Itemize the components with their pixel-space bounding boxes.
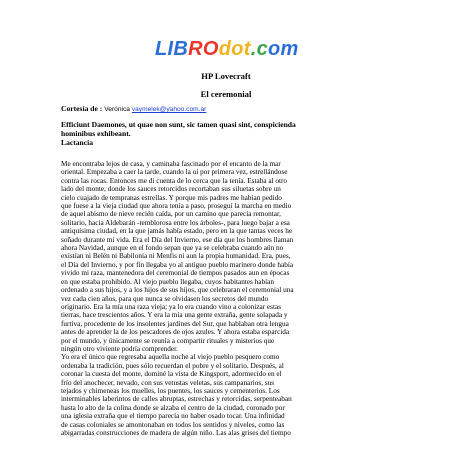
body-line: abigarradas construcciones de madera de algún niño. Las alas grises del tiempo — [61, 429, 291, 437]
courtesy-line — [61, 104, 206, 115]
body-line: furtiva, procedente de los insolentes jardines del Sur, que hablaban otra lengua — [61, 319, 289, 328]
body-line: ordenado a sus hijos, y a los hijos de sus hijos, que celebraran el ceremonial una — [61, 286, 294, 295]
body-line: contra las rocas. Entonces me di cuenta de lo cerca que la tenía. Estaba al otro — [61, 176, 288, 185]
body-line: ordenaba la tradición, pues sólo recuerdan el pobre y el solitario. Después, al — [61, 361, 284, 370]
body-line: frío del anochecer, nevado, con sus vetustas veletas, sus campanarios, sus — [61, 378, 275, 387]
body-line: el Día del Invierno, y por fin llegaba yo al antiguo pueblo marinero donde había — [61, 260, 294, 269]
body-line: ningún otro viviente podría comprender. — [61, 344, 178, 353]
body-text — [61, 160, 396, 437]
courtesy-email-link[interactable]: vaymelek@yahoo.com.ar — [131, 106, 207, 113]
logo-part: RO — [188, 38, 219, 60]
librodot-logo — [155, 38, 297, 60]
author-name: HP Lovecraft — [201, 71, 251, 81]
body-line: lado del monte, donde los sauces retorcidos recortaban sus siluetas sobre un — [61, 185, 281, 194]
logo-part: .c — [250, 38, 269, 60]
document-title: El ceremonial — [200, 89, 252, 99]
body-line: cielo cuajado de tempranas estrellas. Y porque mis padres me habían pedido — [61, 193, 282, 202]
epigraph-line: Efficiunt Daemones, ut quae non sunt, sic tamen quasi sint, conspicienda — [61, 120, 296, 129]
body-line: que fuese a la vieja ciudad que ahora tenía a paso, proseguí la marcha en medio — [61, 202, 292, 211]
body-line: vivido mi raza, mantenedora del ceremonial de tiempos pasados aun en épocas — [61, 269, 290, 278]
epigraph — [61, 120, 401, 147]
body-line: vez cada cien años, para que nunca se olvidasen los secretos del mundo — [61, 294, 269, 303]
courtesy-name: Verónica — [104, 106, 130, 113]
logo-part: LIB — [155, 38, 189, 60]
logo-part: om — [268, 38, 299, 60]
body-line: coronar la cuesta del monte, dominé la vista de Kingsport, adormecido en el — [61, 370, 282, 379]
body-line: por el mundo, y únicamente se reunía a compartir rituales y misterios que — [61, 336, 275, 345]
body-line: de aquel abismo de nieve recién caída, por un camino que parecía remontar, — [61, 210, 281, 219]
body-line: interminables laberintos de calles abruptas, estrechas y retorcidas, serpenteaban — [61, 395, 292, 404]
body-line: de casas coloniales se amontonaban en todos los sentidos y niveles, como las — [61, 420, 285, 429]
epigraph-attribution: Lactancia — [61, 138, 94, 147]
body-line: una iglesia extraña que el tiempo parecía no haber osado tocar. Una infinidad — [61, 412, 285, 421]
body-line: antiquísima ciudad, en la que jamás había estado, pero en la que tantas veces he — [61, 227, 293, 236]
body-line: antes de aprender la de los pescadores de ojos azules. Y ahora estaba esparcida — [61, 328, 290, 337]
logo-part: dot — [218, 38, 251, 60]
body-line: Me encontraba lejos de casa, y caminaba fascinado por el encanto de la mar — [61, 160, 281, 168]
body-line: tierras, hace trescientos años. Y era la mía una gente extraña, gente solapada y — [61, 311, 288, 320]
body-line: tejados y chimeneas los muelles, los puentes, los sauces y cementerios. Los — [61, 386, 280, 395]
body-line: ahora Navidad, aunque en el fondo sepan que ya se celebraba cuando aún no — [61, 244, 284, 253]
body-line: en que estaba prohibido. Al viejo pueblo llegaba, cuyos habitantes habían — [61, 277, 275, 286]
body-line: originario. Era la mía una raza vieja; ya lo era cuando vino a colonizar estas — [61, 302, 282, 311]
body-line: oriental. Empezaba a caer la tarde, cuando la oí por primera vez, estrellándose — [61, 168, 288, 177]
body-line: solitario, hacia Aldebarán -temblorosa entre los árboles-, para luego bajar a esa — [61, 218, 290, 227]
body-line: hasta lo alto de la colina donde se alzaba el centro de la ciudad, coronado por — [61, 403, 285, 412]
epigraph-line: hominibus exhibeant. — [61, 129, 131, 138]
body-line: Yo era el único que regresaba aquella noche al viejo pueblo pesquero como — [61, 353, 280, 362]
courtesy-label: Cortesía de : — [61, 104, 103, 113]
body-line: existían ni Belén ni Babilonia ni Menfis ni aun la propia humanidad. Era, pues, — [61, 252, 291, 261]
body-line: soñado durante mi vida. Era el Día del Invierno, ese día que los hombres llaman — [61, 235, 294, 244]
